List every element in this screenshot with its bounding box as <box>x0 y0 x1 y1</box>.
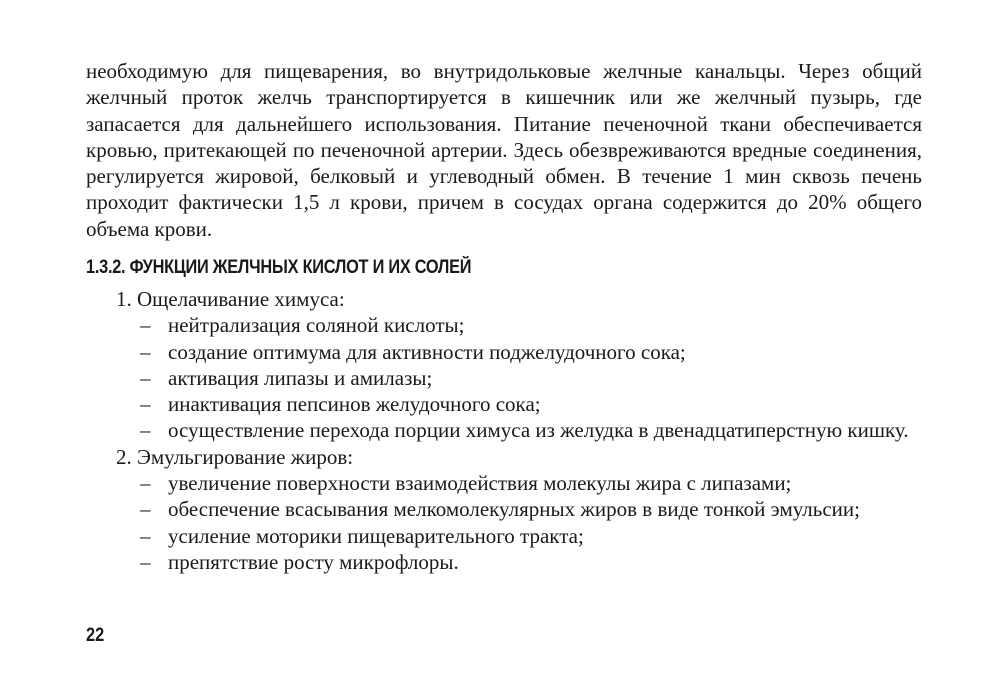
dash-marker: – <box>140 418 151 443</box>
list-item <box>86 523 922 549</box>
dash-marker: – <box>140 365 151 390</box>
function-group-emulsification <box>86 444 922 575</box>
list-item <box>86 549 922 575</box>
dash-marker: – <box>140 471 151 496</box>
list-item-text: инактивация пепсинов желудочного сока; <box>168 392 541 417</box>
dash-marker: – <box>140 313 151 338</box>
dash-marker: – <box>140 339 151 364</box>
dash-marker: – <box>140 497 151 522</box>
list-item-text: препятствие росту микрофлоры. <box>168 549 459 574</box>
dash-marker: – <box>140 523 151 548</box>
list-item <box>86 391 922 417</box>
list-item <box>86 417 922 443</box>
numbered-item-title: 1. Ощелачивание химуса: <box>116 287 345 311</box>
book-page <box>86 0 922 678</box>
dash-marker: – <box>140 392 151 417</box>
list-item <box>86 496 922 522</box>
dash-marker: – <box>140 549 151 574</box>
dash-list <box>86 312 922 443</box>
list-item <box>86 470 922 496</box>
list-item-text: создание оптимума для активности поджелудочного сока; <box>168 339 686 364</box>
functions-list <box>86 286 922 575</box>
section-heading: 1.3.2. ФУНКЦИИ ЖЕЛЧНЫХ КИСЛОТ И ИХ СОЛЕЙ <box>86 257 472 278</box>
list-item <box>86 312 922 338</box>
list-item-text: осуществление перехода порции химуса из желудка в двенадцатиперстную кишку. <box>168 418 909 443</box>
list-item <box>86 339 922 365</box>
list-item-text: обеспечение всасывания мелкомолекулярных жиров в виде тонкой эмульсии; <box>168 497 860 522</box>
intro-paragraph: необходимую для пищеварения, во внутридольковые желчные канальцы. Через общий желчный проток желчь транспортируется в кишечник или же желчный пузырь, где запасается для дальнейшего использования. Питание печеночной ткани обеспечивается кровью, притекающей по печеночной артерии. Здесь обезвреживаются вредные соединения, регулируется жировой, белковый и углеводный обмен. В течение 1 мин сквозь печень проходит фактически 1,5 л крови, причем в сосудах органа содержится до 20% общего объема крови. <box>86 59 922 241</box>
list-item-text: увеличение поверхности взаимодействия молекулы жира с липазами; <box>168 471 792 496</box>
list-item-text: нейтрализация соляной кислоты; <box>168 313 465 338</box>
function-group-alkalization <box>86 286 922 444</box>
page-number: 22 <box>86 625 105 646</box>
dash-list <box>86 470 922 575</box>
list-item-text: усиление моторики пищеварительного тракта; <box>168 523 584 548</box>
list-item-text: активация липазы и амилазы; <box>168 365 433 390</box>
list-item <box>86 365 922 391</box>
numbered-item-title: 2. Эмульгирование жиров: <box>116 444 354 469</box>
